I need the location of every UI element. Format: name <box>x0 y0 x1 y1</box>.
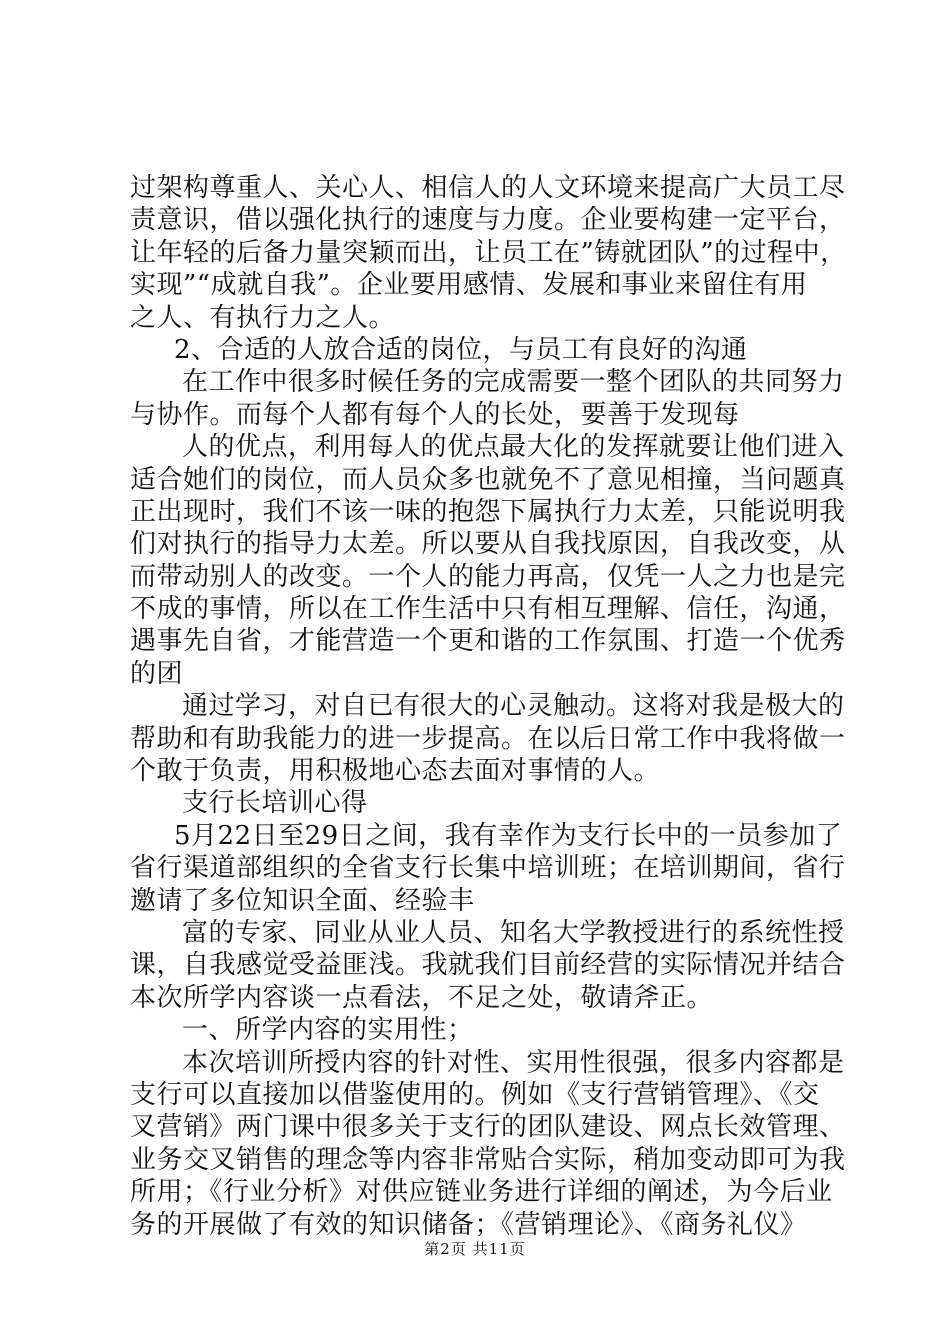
text-line: 务的开展做了有效的知识储备；《营销理论》、《商务礼仪》 <box>130 1209 807 1240</box>
text-line: 与协作。而每个人都有每个人的长处，要善于发现每 <box>130 399 740 430</box>
text-line: 之人、有执行力之人。 <box>130 302 396 333</box>
text-line: 本次培训所授内容的针对性、实用性很强，很多内容都是 <box>182 1047 845 1078</box>
text-line: 不成的事情，所以在工作生活中只有相互理解、信任，沟通， <box>130 594 846 625</box>
text-line: 个敢于负责，用积极地心态去面对事情的人。 <box>130 756 661 787</box>
text-line: 帮助和有助我能力的进一步提高。在以后日常工作中我将做一 <box>130 723 846 754</box>
text-line: 过架构尊重人、关心人、相信人的人文环境来提高广大员工尽 <box>130 173 846 203</box>
text-line: 让年轻的后备力量突颖而出，让员工在”铸就团队”的过程中， <box>130 237 847 268</box>
text-line: 责意识，借以强化执行的速度与力度。企业要构建一定平台， <box>130 205 846 236</box>
text-line: 而带动别人的改变。一个人的能力再高，仅凭一人之力也是完 <box>130 561 846 592</box>
page-number: 第2页 共11页 <box>424 1240 526 1258</box>
page-footer <box>0 1238 950 1259</box>
text-line: 邀请了多位知识全面、经验丰 <box>130 885 475 916</box>
text-line: 们对执行的指导力太差。所以要从自我找原因，自我改变，从 <box>130 529 846 560</box>
section-title: 支行长培训心得 <box>182 788 368 819</box>
text-line: 通过学习，对自已有很大的心灵触动。这将对我是极大的 <box>182 691 845 722</box>
document-body <box>130 172 847 1241</box>
section-heading: 一、所学内容的实用性； <box>182 1015 474 1046</box>
text-line: 富的专家、同业从业人员、知名大学教授进行的系统性授 <box>182 917 845 948</box>
section-heading: 2、合适的人放合适的岗位，与员工有良好的沟通 <box>174 334 748 365</box>
text-line: 实现”“成就自我”。企业要用感情、发展和事业来留住有用 <box>130 270 808 301</box>
text-line: 支行可以直接加以借鉴使用的。例如《支行营销管理》、《交 <box>130 1079 820 1110</box>
text-line: 遇事先自省，才能营造一个更和谐的工作氛围、打造一个优秀 <box>130 626 846 657</box>
text-line: 人的优点，利用每人的优点最大化的发挥就要让他们进入 <box>182 432 845 463</box>
text-line: 所用；《行业分析》对供应链业务进行详细的阐述，为今后业 <box>130 1177 833 1208</box>
text-line: 在工作中很多时候任务的完成需要一整个团队的共同努力 <box>182 367 845 398</box>
text-line: 叉营销》两门课中很多关于支行的团队建设、网点长效管理、 <box>130 1112 846 1143</box>
text-line: 的团 <box>130 658 184 689</box>
text-line: 省行渠道部组织的全省支行长集中培训班；在培训期间，省行 <box>130 853 846 884</box>
text-line: 业务交叉销售的理念等内容非常贴合实际，稍加变动即可为我 <box>130 1144 846 1175</box>
text-line: 5月22日至29日之间，我有幸作为支行长中的一员参加了 <box>174 820 843 851</box>
text-line: 课，自我感觉受益匪浅。我就我们目前经营的实际情况并结合 <box>130 950 846 981</box>
text-line: 适合她们的岗位，而人员众多也就免不了意见相撞，当问题真 <box>130 464 846 495</box>
text-line: 正出现时，我们不该一味的抱怨下属执行力太差，只能说明我 <box>130 496 846 527</box>
text-line: 本次所学内容谈一点看法，不足之处，敬请斧正。 <box>130 982 714 1013</box>
